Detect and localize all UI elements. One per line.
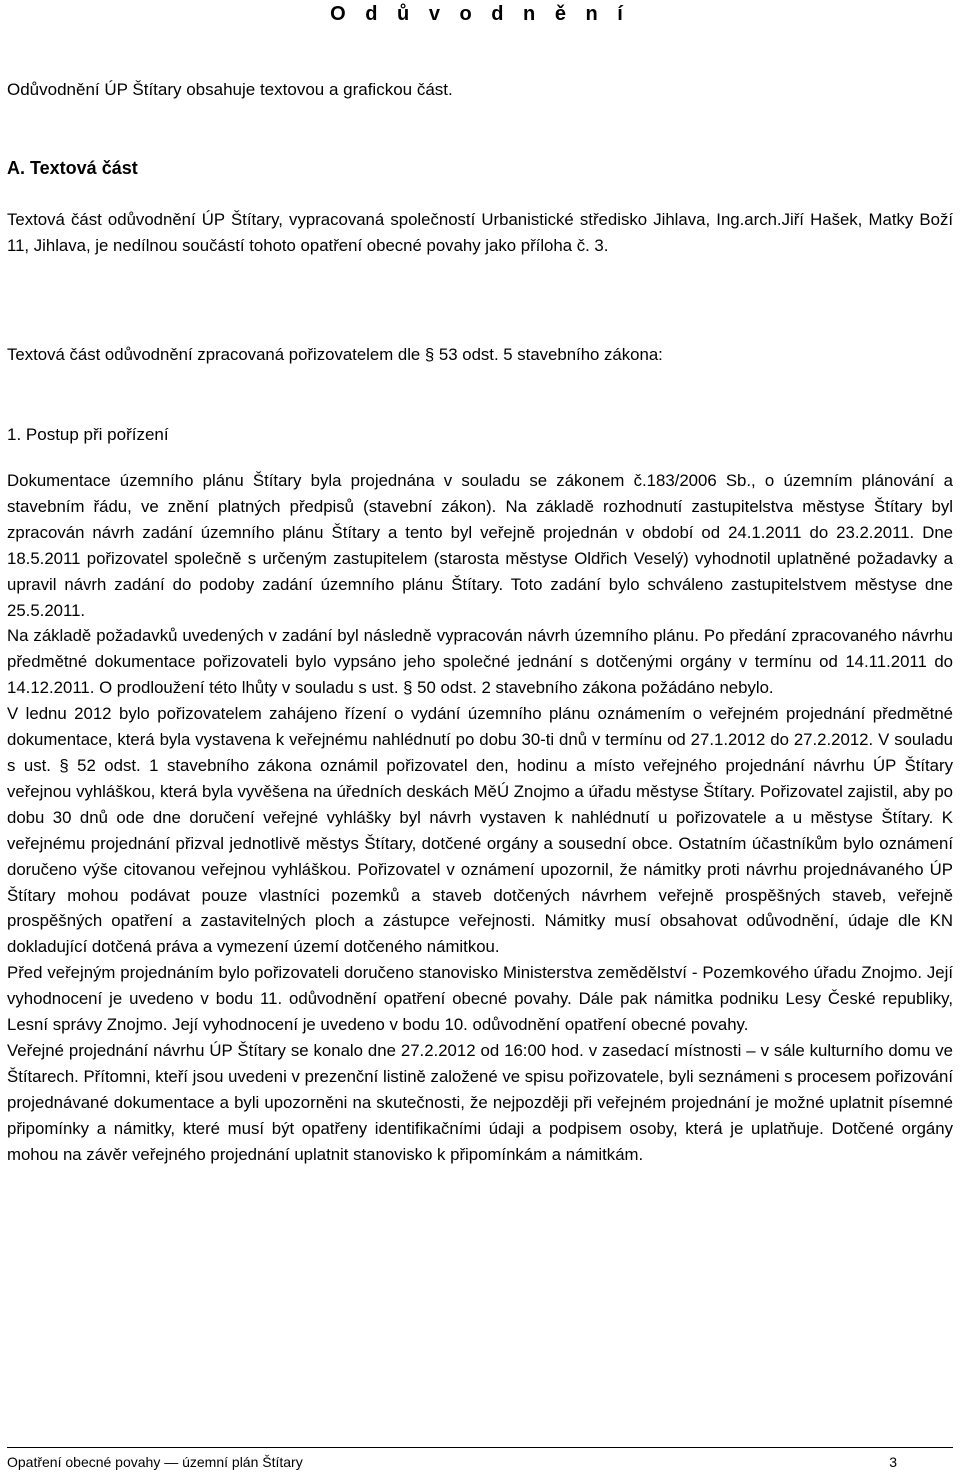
body-paragraph: Před veřejným projednáním bylo pořizovateli doručeno stanovisko Ministerstva zemědělství - Pozemkového úřadu Znojmo. Její vyhodnocení je uvedeno v bodu 11. odůvodnění opatření obecné povahy. Dále pak námitka podniku Lesy České republiky, Lesní správy Znojmo. Její vyhodnocení je uvedeno v bodu 10. odůvodnění opatření obecné povahy. [7, 963, 953, 1035]
intro-text: Odůvodnění ÚP Štítary obsahuje textovou a grafickou část. [7, 80, 453, 99]
footer-divider [7, 1447, 953, 1448]
processed-by-text: Textová část odůvodnění zpracovaná pořizovatelem dle § 53 odst. 5 stavebního zákona: [7, 345, 663, 364]
section-a-heading: A. Textová část [7, 158, 138, 178]
body-paragraph: Veřejné projednání návrhu ÚP Štítary se konalo dne 27.2.2012 od 16:00 hod. v zasedací místnosti – v sále kulturního domu ve Štítarech. Přítomni, kteří jsou uvedeni v prezenční listině založené ve spisu pořizovatele, byli seznámeni s procesem pořizování projednávané dokumentace a byli upozorněni na skutečnosti, že nejpozději při veřejném projednání je možné uplatnit písemné připomínky a námitky, které musí být opatřeny identifikačními údaji a podpisem osoby, která je uplatňuje. Dotčené orgány mohou na závěr veřejného projednání uplatnit stanovisko k připomínkám a námitkám. [7, 1040, 953, 1164]
body-paragraph: Dokumentace územního plánu Štítary byla projednána v souladu se zákonem č.183/2006 Sb., o územním plánování a stavebním řádu, ve znění platných předpisů (stavební zákon). Na základě rozhodnutí zastupitelstva městyse Štítary byl zpracován návrh zadání územního plánu Štítary a tento byl veřejně projednán v období od 24.1.2011 do 23.2.2011. Dne 18.5.2011 pořizovatel společně s určeným zastupitelem (starosta městyse Oldřich Veselý) vyhodnotil uplatněné požadavky a upravil návrh zadání do podoby zadání územního plánu Štítary. Toto zadání bylo schváleno zastupitelstvem městyse dne 25.5.2011. [7, 471, 953, 620]
document-page [7, 0, 953, 1474]
footer-text: Opatření obecné povahy — územní plán Štítary [7, 1454, 303, 1470]
body-paragraph: Na základě požadavků uvedených v zadání byl následně vypracován návrh územního plánu. Po předání zpracovaného návrhu předmětné dokumentace pořizovateli bylo vypsáno jeho společné jednání s dotčenými orgány v termínu od 14.11.2011 do 14.12.2011. O prodloužení této lhůty v souladu s ust. § 50 odst. 2 stavebního zákona požádáno nebylo. [7, 626, 953, 698]
section-a-paragraph: Textová část odůvodnění ÚP Štítary, vypracovaná společností Urbanistické středisko Jihlava, Ing.arch.Jiří Hašek, Matky Boží 11, Jihlava, je nedílnou součástí tohoto opatření obecné povahy jako příloha č. 3. [7, 210, 953, 255]
section-1-body [7, 468, 953, 1167]
page-number: 3 [889, 1454, 897, 1470]
section-1-heading: 1. Postup při pořízení [7, 425, 169, 444]
body-paragraph: V lednu 2012 bylo pořizovatelem zahájeno řízení o vydání územního plánu oznámením o veřejném projednání předmětné dokumentace, která byla vystavena k veřejnému nahlédnutí po dobu 30-ti dnů v termínu od 27.1.2012 do 27.2.2012. V souladu s ust. § 52 odst. 1 stavebního zákona oznámil pořizovatel den, hodinu a místo veřejného projednání návrhu ÚP Štítary veřejnou vyhláškou, která byla vyvěšena na úředních deskách MěÚ Znojmo a úřadu městyse Štítary. Pořizovatel zajistil, aby po dobu 30 dnů ode dne doručení veřejné vyhlášky byl návrh vystaven k nahlédnutí u pořizovatele a u městyse Štítary. K veřejnému projednání přizval jednotlivě městys Štítary, dotčené orgány a sousední obce. Ostatním účastníkům bylo oznámení doručeno výše citovanou veřejnou vyhláškou. Pořizovatel v oznámení upozornil, že námitky proti návrhu projednávaného ÚP Štítary mohou podávat pouze vlastníci pozemků a staveb dotčených návrhem veřejně prospěšných staveb, veřejně prospěšných opatření a zastavitelných ploch a zástupce veřejnosti. Námitky musí obsahovat odůvodnění, údaje dle KN dokladující dotčená práva a vymezení území dotčeného námitkou. [7, 704, 953, 957]
page-title: O d ů v o d n ě n í [330, 3, 630, 25]
